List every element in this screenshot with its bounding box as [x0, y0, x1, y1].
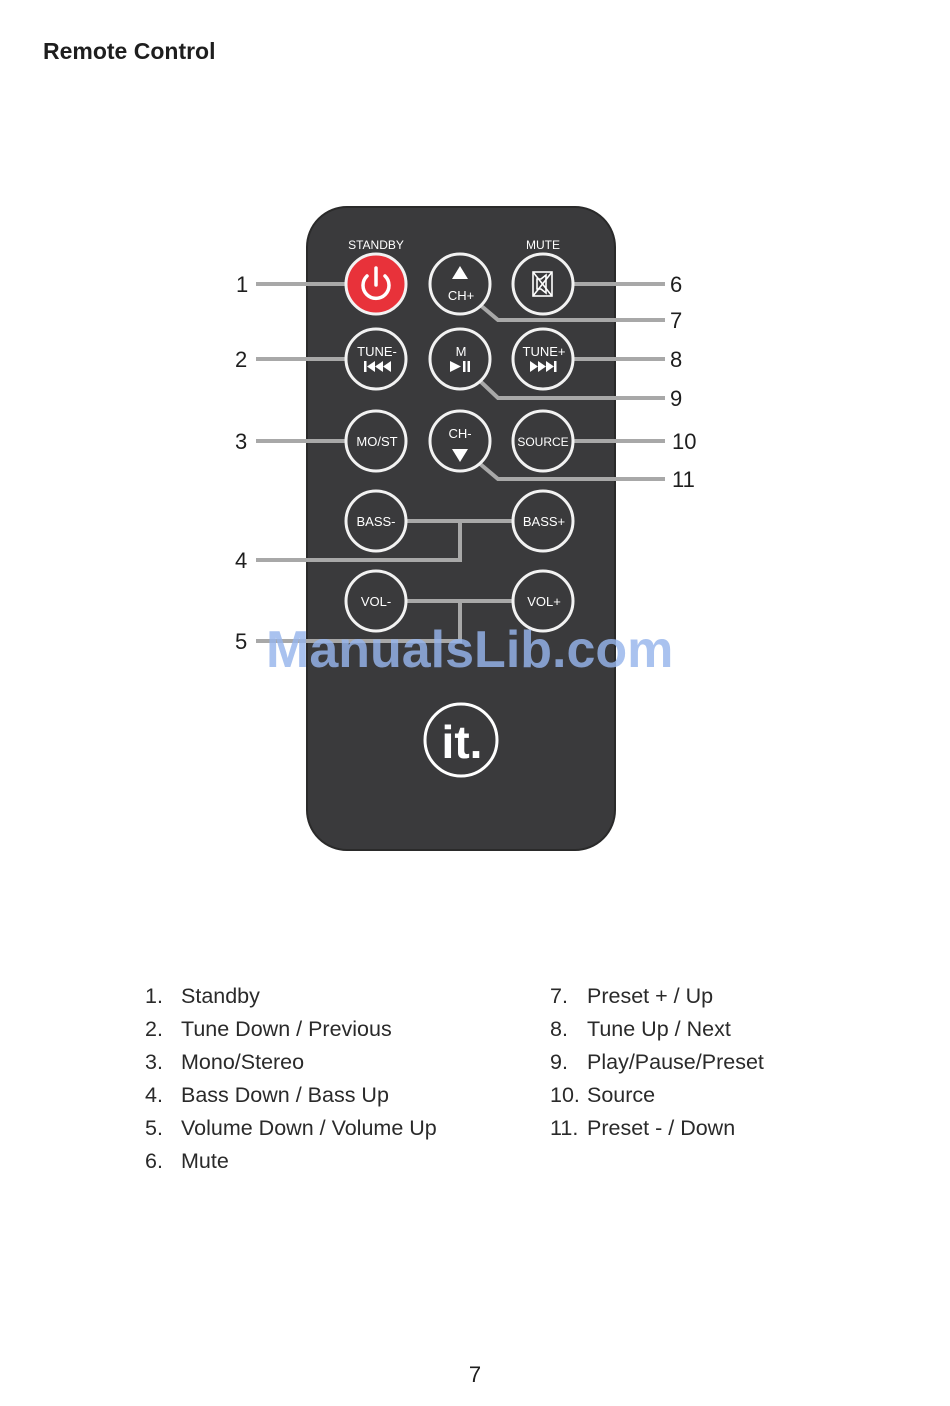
- mute-button[interactable]: [513, 254, 573, 314]
- watermark: ManualsLib.com: [266, 621, 674, 679]
- legend-item: [145, 1015, 437, 1048]
- legend-item-text: Tune Up / Next: [587, 1017, 731, 1041]
- legend-item: [550, 1048, 764, 1081]
- bass-up-button[interactable]: [513, 491, 573, 551]
- standby-button[interactable]: [346, 254, 406, 314]
- legend-item-number: 9.: [550, 1050, 568, 1074]
- mode-button[interactable]: [430, 329, 490, 389]
- bass-down-label: BASS-: [356, 514, 396, 529]
- mono-stereo-label: MO/ST: [356, 434, 398, 449]
- page-title: Remote Control: [43, 38, 216, 64]
- legend-item: [145, 982, 437, 1015]
- legend-item: [550, 1081, 764, 1114]
- callout-8: 8: [670, 347, 683, 372]
- legend-item: [145, 1048, 437, 1081]
- legend-item: [550, 982, 764, 1015]
- callout-11: 11: [672, 467, 695, 492]
- tune-down-button[interactable]: [346, 329, 406, 389]
- ch-up-button[interactable]: [430, 254, 490, 314]
- legend-item: [145, 1114, 437, 1147]
- it-logo-text: it.: [441, 716, 483, 768]
- legend-item: [550, 1114, 764, 1147]
- callout-10: 10: [672, 429, 697, 454]
- legend-item-number: 5.: [145, 1116, 163, 1140]
- legend-item-number: 11.: [550, 1116, 579, 1140]
- legend-item-text: Mute: [181, 1149, 229, 1173]
- callout-5: 5: [235, 629, 248, 654]
- legend-item-number: 8.: [550, 1017, 568, 1041]
- callout-1: 1: [236, 272, 249, 297]
- ch-down-label: CH-: [448, 426, 472, 441]
- bass-down-button[interactable]: [346, 491, 406, 551]
- legend-item-text: Mono/Stereo: [181, 1050, 305, 1074]
- legend-item-number: 1.: [145, 984, 163, 1008]
- legend-left-column: [145, 982, 437, 1180]
- callout-7: 7: [670, 308, 683, 333]
- legend-item-text: Tune Down / Previous: [181, 1017, 392, 1041]
- legend-item-text: Preset - / Down: [587, 1116, 736, 1140]
- callout-2: 2: [235, 347, 248, 372]
- vol-up-label: VOL+: [527, 594, 561, 609]
- legend-item-number: 10.: [550, 1083, 580, 1107]
- legend-item-text: Play/Pause/Preset: [587, 1050, 764, 1074]
- legend-item-text: Bass Down / Bass Up: [181, 1083, 389, 1107]
- source-label: SOURCE: [517, 435, 569, 449]
- legend-item-number: 2.: [145, 1017, 163, 1041]
- legend-item: [145, 1147, 437, 1180]
- page-number: 7: [468, 1362, 482, 1387]
- tune-up-button[interactable]: [513, 329, 573, 389]
- mute-label: MUTE: [526, 238, 560, 252]
- mono-stereo-button[interactable]: [346, 411, 406, 471]
- mode-label: M: [455, 344, 467, 359]
- callout-6: 6: [670, 272, 683, 297]
- standby-label: STANDBY: [348, 238, 404, 252]
- ch-down-button[interactable]: [430, 411, 490, 471]
- legend-item-text: Volume Down / Volume Up: [181, 1116, 437, 1140]
- bass-up-label: BASS+: [522, 514, 566, 529]
- vol-down-label: VOL-: [360, 594, 392, 609]
- tune-up-label: TUNE+: [522, 344, 566, 359]
- legend-item-number: 4.: [145, 1083, 163, 1107]
- callout-4: 4: [235, 548, 248, 573]
- ch-up-label: CH+: [447, 288, 475, 303]
- legend-item-number: 3.: [145, 1050, 163, 1074]
- legend-item: [145, 1081, 437, 1114]
- legend-right-column: [550, 982, 764, 1147]
- source-button[interactable]: [513, 411, 573, 471]
- tune-down-label: TUNE-: [357, 344, 397, 359]
- legend-item: [550, 1015, 764, 1048]
- legend-item-text: Preset + / Up: [587, 984, 714, 1008]
- callout-9: 9: [670, 386, 683, 411]
- legend-item-number: 7.: [550, 984, 568, 1008]
- legend-item-number: 6.: [145, 1149, 163, 1173]
- legend-item-text: Standby: [181, 984, 260, 1008]
- callout-3: 3: [235, 429, 248, 454]
- legend-item-text: Source: [587, 1083, 656, 1107]
